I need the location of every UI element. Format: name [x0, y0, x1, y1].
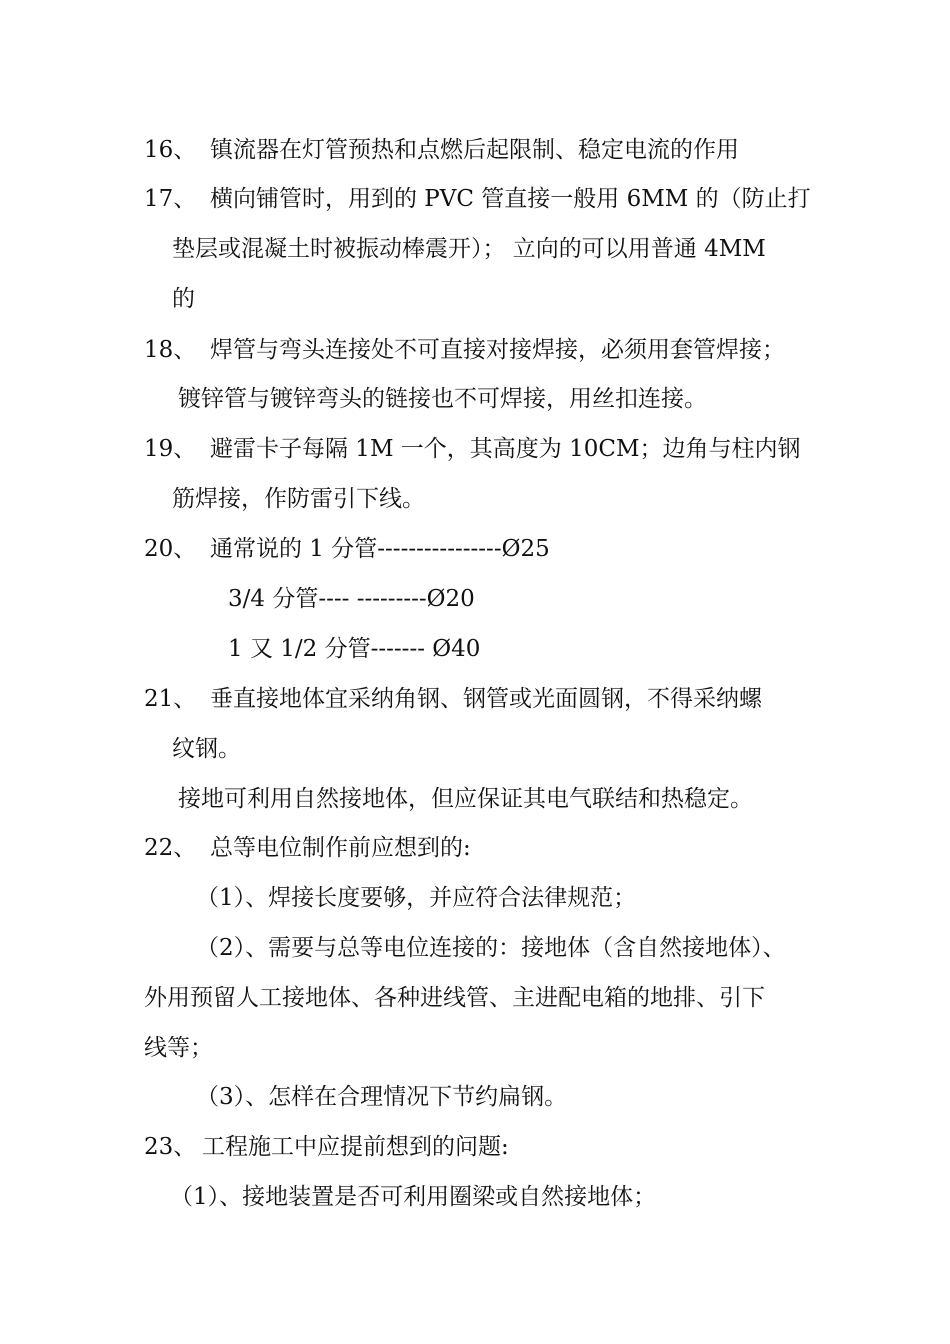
item-number-18: 18、	[144, 337, 197, 363]
item-21-line-3: 接地可利用自然接地体，但应保证其电气联结和热稳定。	[178, 786, 753, 812]
item-21-line-2: 纹钢。	[172, 736, 241, 762]
item-22-line-1: 总等电位制作前应想到的:	[210, 835, 471, 861]
item-17-line-3: 的	[172, 286, 195, 312]
item-19-line-2: 筋焊接，作防雷引下线。	[172, 486, 425, 512]
item-23-line-1: 工程施工中应提前想到的问题:	[202, 1134, 509, 1160]
item-number-20: 20、	[144, 536, 197, 562]
item-22-line-3: （2）、需要与总等电位连接的：接地体（含自然接地体）、	[196, 935, 786, 961]
item-16-line-1: 镇流器在灯管预热和点燃后起限制、稳定电流的作用	[210, 137, 739, 163]
item-22-line-4: 外用预留人工接地体、各种进线管、主进配电箱的地排、引下	[144, 985, 765, 1011]
item-21-line-1: 垂直接地体宜采纳角钢、钢管或光面圆钢，不得采纳螺	[210, 686, 762, 712]
item-22-line-6: （3）、怎样在合理情况下节约扁钢。	[196, 1084, 568, 1110]
item-22-line-2: （1）、焊接长度要够，并应符合法律规范；	[196, 885, 637, 911]
item-17-line-2: 垫层或混凝土时被振动棒震开）； 立向的可以用普通 4MM	[172, 236, 766, 262]
item-19-line-1: 避雷卡子每隔 1M 一个，其高度为 10CM；边角与柱内钢	[210, 436, 801, 462]
item-22-line-5: 线等；	[144, 1035, 213, 1061]
item-number-22: 22、	[144, 835, 197, 861]
item-20-line-3: 1 又 1/2 分管------- Ø40	[228, 636, 481, 662]
item-number-19: 19、	[144, 436, 197, 462]
item-17-line-1: 横向铺管时，用到的 PVC 管直接一般用 6MM 的（防止打	[210, 186, 811, 212]
item-18-line-1: 焊管与弯头连接处不可直接对接焊接，必须用套管焊接；	[210, 337, 785, 363]
item-number-23: 23、	[144, 1134, 197, 1160]
item-18-line-2: 镀锌管与镀锌弯头的链接也不可焊接，用丝扣连接。	[178, 386, 707, 412]
item-20-line-2: 3/4 分管---- ---------Ø20	[228, 586, 475, 612]
item-number-17: 17、	[144, 186, 197, 212]
item-20-line-1: 通常说的 1 分管----------------Ø25	[210, 536, 550, 562]
item-23-line-2: （1）、接地装置是否可利用圈梁或自然接地体；	[170, 1184, 657, 1210]
item-number-21: 21、	[144, 686, 197, 712]
item-number-16: 16、	[144, 137, 197, 163]
